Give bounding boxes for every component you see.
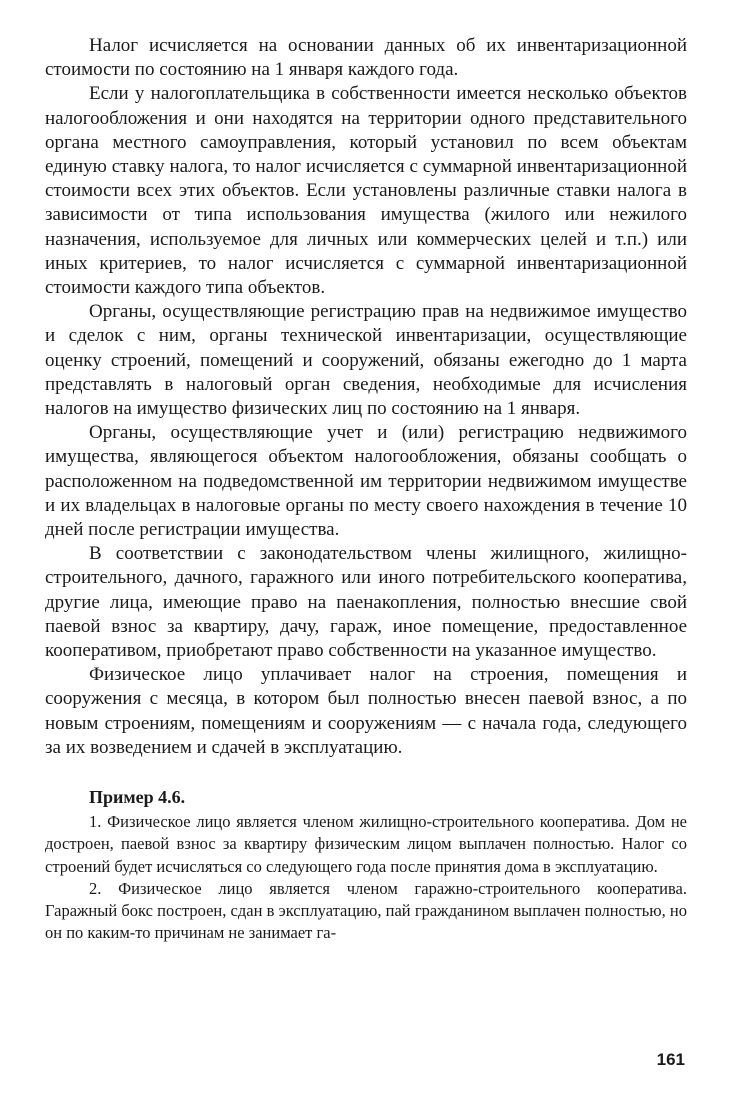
page-number: 161	[656, 1050, 685, 1069]
page-content	[45, 34, 687, 944]
example-block	[45, 785, 687, 944]
paragraph: Налог исчисляется на основании данных об их инвентаризационной стоимости по состоянию на 1 января каждого года.	[45, 35, 687, 81]
paragraph: Физическое лицо уплачивает налог на строения, помещения и сооружения с месяца, в котором был полностью внесен паевой взнос, а по новым строениям, помещениям и сооружениям — с начала года, следующего за их возведением и сдачей в эксплуатацию.	[45, 664, 687, 758]
example-title: Пример 4.6.	[89, 787, 186, 808]
paragraph: Органы, осуществляющие регистрацию прав на недвижимое имущество и сделок с ним, органы технической инвентаризации, осуществляющие оценку строений, помещений и сооружений, обязаны ежегодно до 1 марта представлять в налоговый орган сведения, необходимые для исчисления налогов на имущество физических лиц по состоянию на 1 января.	[45, 301, 687, 420]
paragraph: В соответствии с законодательством члены жилищного, жилищно-строительного, дачного, гаражного или иного потребительского кооператива, другие лица, имеющие право на паенакопления, полностью внесшие свой паевой взнос за квартиру, дачу, гараж, иное помещение, предоставленное кооперативом, приобретают право собственности на указанное имущество.	[45, 543, 687, 662]
main-text	[45, 34, 687, 760]
example-item: 1. Физическое лицо является членом жилищно-строительного кооператива. Дом не достроен, паевой взнос за квартиру физическим лицом выплачен полностью. Налог со строений будет исчисляться со следующего года после принятия дома в эксплуатацию.	[45, 812, 687, 876]
paragraph: Если у налогоплательщика в собственности имеется несколько объектов налогообложения и они находятся на территории одного представительного органа местного самоуправления, который установил по всем объектам единую ставку налога, то налог исчисляется с суммарной инвентаризационной стоимости всех этих объектов. Если установлены различные ставки налога в зависимости от типа использования имущества (жилого или нежилого назначения, используемое для личных или коммерческих целей и т.п.) или иных критериев, то налог исчисляется с суммарной инвентаризационной стоимости каждого типа объектов.	[45, 83, 687, 299]
example-item: 2. Физическое лицо является членом гаражно-строительного кооператива. Гаражный бокс построен, сдан в эксплуатацию, пай гражданином выплачен полностью, но он по каким-то причинам не занимает га-	[45, 878, 687, 943]
paragraph: Органы, осуществляющие учет и (или) регистрацию недвижимого имущества, являющегося объектом налогообложения, обязаны сообщать о расположенном на подведомственной им территории недвижимом имуществе и их владельцах в налоговые органы по месту своего нахождения в течение 10 дней после регистрации имущества.	[45, 422, 687, 541]
